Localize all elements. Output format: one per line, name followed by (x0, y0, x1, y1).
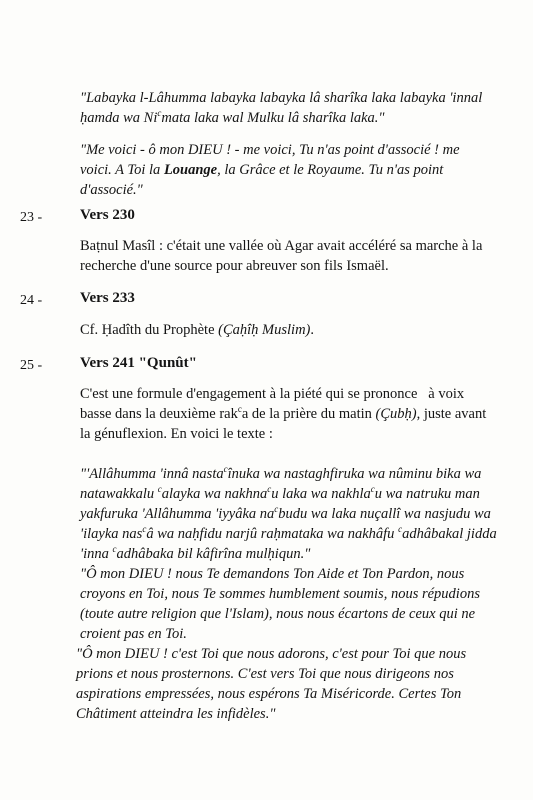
note-25-text: C'est une formule d'engagement à la piété qui se prononce à voix basse dans la deuxième rak$^c$a de la prière du matin (Çubḥ), juste avant la génuflexion. En voici le texte : (80, 386, 487, 442)
note-24-number: 24 - (20, 293, 43, 308)
qunut-translation-1: "Ô mon DIEU ! nous Te demandons Ton Aide et Ton Pardon, nous croyons en Toi, nous Te sommes humblement soumis, nous répudions (toute autre religion que l'Islam), nous nous écartons de ceux qui ne croient pas en Toi. (80, 566, 480, 642)
note-23-text: Baṭnul Masîl : c'était une vallée où Agar avait accéléré sa marche à la recherche d'une source pour abreuver son fils Ismaël. (80, 238, 483, 274)
talbiya-translation: "Me voici - ô mon DIEU ! - me voici, Tu n'as point d'associé ! me voici. A Toi la Louange, la Grâce et le Royaume. Tu n'as point d'associé." (80, 142, 460, 198)
note-24-text: Cf. Ḥadîth du Prophète (Çaḥîḥ Muslim). (80, 322, 314, 338)
note-25-heading: Vers 241 "Qunût" (80, 355, 197, 371)
note-24-heading: Vers 233 (80, 290, 135, 306)
note-23-heading: Vers 230 (80, 207, 135, 223)
qunut-transliteration: "'Allâhumma 'innâ nasta$^c$înuka wa nastaghfiruka wa nûminu bika wa natawakkalu $^c$alayka wa nakhna$^c$u laka wa nakhla$^c$u wa natruku man yakfuruka 'Allâhumma 'iyyâka $na^cbudu$ wa laka nuçallî wa nasjudu wa 'ilayka nas$^c$â wa naḥfidu narjû raḥmataka wa nakhâfu $^c$adhâbakal jidda 'inna $^c$adhâbaka bil kâfirîna mulḥiqun." (80, 464, 497, 562)
note-23-number: 23 - (20, 210, 43, 225)
talbiya-transliteration: "Labayka l-Lâhumma labayka labayka lâ sharîka laka labayka 'innal ḥamda wa Ni$^c$mata laka wal Mulku lâ sharîka laka." (80, 90, 483, 126)
qunut-translation-2: "Ô mon DIEU ! c'est Toi que nous adorons, c'est pour Toi que nous prions et nous prosternons. C'est vers Toi que nous dirigeons nos aspirations empressées, nous espérons Ta Miséricorde. Certes Ton Châtiment atteindra les infidèles." (76, 646, 467, 722)
note-25-number: 25 - (20, 358, 43, 373)
